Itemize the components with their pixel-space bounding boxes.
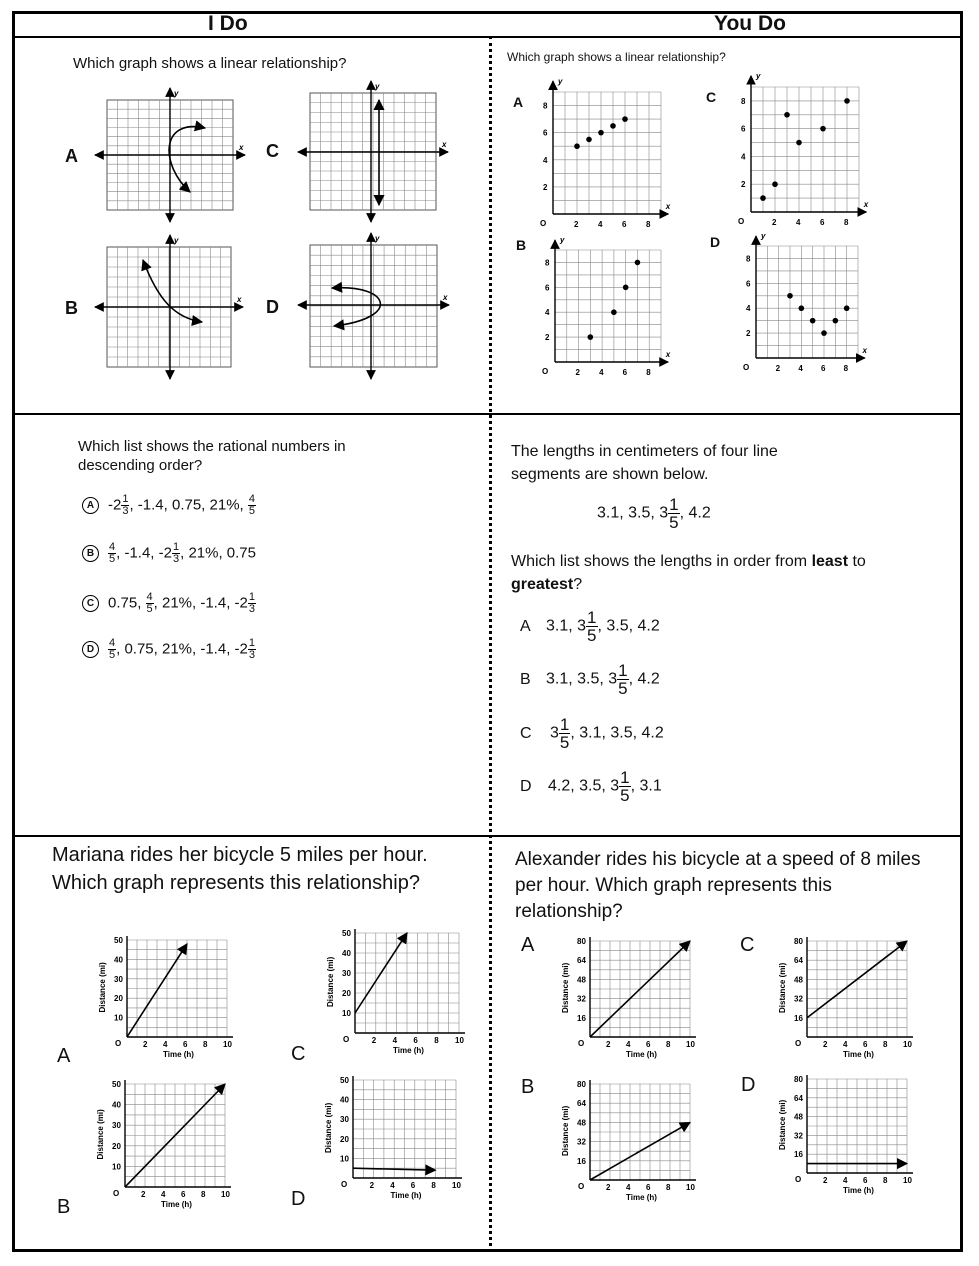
r1l-option-b[interactable]: B bbox=[65, 298, 78, 318]
y-axis-title: Distance (mi) bbox=[326, 956, 335, 1007]
x-tick-label: 4 bbox=[796, 218, 801, 227]
r2-right-intro: The lengths in centimeters of four line segments are shown below. bbox=[511, 443, 778, 483]
num: 1 bbox=[618, 661, 628, 680]
y-axis-label: y bbox=[174, 236, 179, 245]
x-tick-label: 2 bbox=[371, 1036, 377, 1045]
opt-post: , 3.1 bbox=[630, 777, 662, 795]
x-tick-label: 2 bbox=[575, 368, 581, 377]
y-tick-label: 6 bbox=[741, 124, 746, 134]
x-axis-title: Time (h) bbox=[626, 1050, 657, 1059]
x-tick-label: 8 bbox=[201, 1190, 206, 1199]
x-tick-label: 4 bbox=[392, 1036, 398, 1045]
x-tick-label: 6 bbox=[410, 1181, 416, 1190]
x-tick-label: 4 bbox=[626, 1040, 631, 1049]
r1r-option-b[interactable]: B bbox=[516, 237, 527, 253]
x-tick-label: 4 bbox=[598, 220, 603, 229]
x-tick-label: 4 bbox=[161, 1190, 166, 1199]
origin-label: O bbox=[738, 217, 745, 226]
y-tick-label: 50 bbox=[342, 929, 351, 938]
y-tick-label: 8 bbox=[545, 258, 550, 268]
x-tick-label: 10 bbox=[903, 1176, 912, 1185]
x-tick-label: 6 bbox=[622, 220, 627, 229]
opt-post: , 4.2 bbox=[628, 670, 660, 688]
x-axis-title: Time (h) bbox=[163, 1050, 194, 1059]
y-tick-label: 16 bbox=[577, 1013, 586, 1023]
option-circle: D bbox=[82, 641, 99, 658]
option-circle: B bbox=[82, 545, 99, 562]
r3r-option-c[interactable]: C bbox=[740, 934, 755, 956]
header-i-do: I Do bbox=[208, 12, 248, 35]
y-axis-label: y bbox=[375, 234, 380, 243]
num: 4 bbox=[109, 637, 116, 649]
y-axis-label: y bbox=[174, 89, 179, 98]
num: 1 bbox=[122, 493, 129, 505]
x-tick-label: 6 bbox=[183, 1040, 188, 1049]
y-tick-label: 64 bbox=[577, 956, 586, 966]
q-least: least bbox=[811, 553, 849, 570]
y-tick-label: 2 bbox=[543, 182, 548, 192]
y-tick-label: 20 bbox=[340, 1134, 349, 1144]
x-tick-label: 8 bbox=[431, 1181, 436, 1190]
num: 1 bbox=[559, 715, 570, 734]
x-tick-label: 4 bbox=[798, 364, 803, 373]
r1l-option-c[interactable]: C bbox=[266, 141, 279, 161]
y-tick-label: 10 bbox=[114, 1013, 123, 1023]
a-rest: , -1.4, 0.75, 21%, bbox=[129, 496, 248, 514]
num: 4 bbox=[248, 493, 255, 505]
y-tick-label: 2 bbox=[741, 180, 746, 190]
x-tick-label: 8 bbox=[883, 1040, 888, 1049]
y-tick-label: 2 bbox=[746, 329, 751, 339]
den: 5 bbox=[620, 786, 630, 805]
y-tick-label: 20 bbox=[114, 994, 123, 1004]
r3r-option-a[interactable]: A bbox=[521, 934, 535, 956]
y-tick-label: 40 bbox=[342, 949, 351, 958]
y-tick-label: 4 bbox=[741, 152, 746, 162]
y-axis-label: y bbox=[375, 82, 380, 91]
y-tick-label: 50 bbox=[112, 1080, 121, 1089]
x-tick-label: 4 bbox=[599, 368, 604, 377]
x-tick-label: 2 bbox=[606, 1040, 611, 1049]
x-tick-label: 2 bbox=[369, 1181, 375, 1190]
opt-post: , 3.5, 4.2 bbox=[597, 617, 660, 635]
r1r-option-c[interactable]: C bbox=[706, 89, 717, 105]
y-tick-label: 16 bbox=[794, 1013, 803, 1023]
den: 5 bbox=[109, 649, 116, 661]
graph-alexander-c bbox=[778, 937, 913, 1059]
b-mid: , -1.4, -2 bbox=[116, 544, 172, 562]
den: 3 bbox=[248, 649, 255, 661]
x-tick-label: 4 bbox=[390, 1181, 395, 1190]
x-tick-label: 2 bbox=[772, 218, 777, 227]
r2-left-question: Which list shows the rational numbers in descending order? bbox=[78, 438, 346, 474]
x-tick-label: 8 bbox=[203, 1040, 208, 1049]
graph-mariana-b bbox=[96, 1080, 231, 1209]
option-letter: D bbox=[520, 777, 532, 795]
option-circle: A bbox=[82, 497, 99, 514]
num: 1 bbox=[620, 768, 630, 787]
x-tick-label: 6 bbox=[863, 1176, 868, 1185]
r1l-option-d[interactable]: D bbox=[266, 297, 279, 317]
y-tick-label: 48 bbox=[794, 975, 803, 985]
a-int: -2 bbox=[108, 496, 122, 514]
x-tick-label: 2 bbox=[823, 1040, 828, 1049]
y-tick-label: 32 bbox=[794, 994, 803, 1004]
x-tick-label: 10 bbox=[686, 1183, 695, 1192]
y-tick-label: 4 bbox=[545, 308, 550, 318]
y-axis-label: y bbox=[558, 76, 563, 86]
den: 3 bbox=[122, 505, 129, 517]
den: 3 bbox=[248, 603, 255, 615]
origin-label: O bbox=[795, 1175, 802, 1184]
x-tick-label: 6 bbox=[646, 1040, 651, 1049]
q-greatest: greatest bbox=[511, 576, 574, 593]
r1-right-question: Which graph shows a linear relationship? bbox=[507, 50, 726, 64]
origin-label: O bbox=[795, 1039, 802, 1048]
num: 1 bbox=[248, 637, 255, 649]
origin-label: O bbox=[578, 1039, 585, 1048]
x-axis-label: x bbox=[665, 202, 671, 211]
opt-pre: 3.1, 3 bbox=[546, 617, 587, 635]
d-rest: , 0.75, 21%, -1.4, -2 bbox=[116, 640, 248, 658]
x-tick-label: 10 bbox=[452, 1181, 461, 1190]
y-tick-label: 64 bbox=[794, 1093, 803, 1103]
opt-pre: 4.2, 3.5, 3 bbox=[548, 777, 620, 795]
den: 3 bbox=[172, 553, 180, 565]
den: 5 bbox=[669, 513, 679, 532]
y-tick-label: 80 bbox=[794, 1075, 803, 1084]
q-mark: ? bbox=[573, 576, 583, 593]
r1l-option-a[interactable]: A bbox=[65, 146, 78, 166]
y-tick-label: 64 bbox=[577, 1099, 586, 1109]
x-tick-label: 10 bbox=[223, 1040, 232, 1049]
r1r-option-a[interactable]: A bbox=[513, 94, 524, 110]
x-tick-label: 8 bbox=[434, 1036, 439, 1045]
b-rest: , 21%, 0.75 bbox=[180, 544, 256, 562]
x-tick-label: 6 bbox=[413, 1036, 418, 1045]
graph-alexander-a bbox=[561, 937, 696, 1059]
x-axis-title: Time (h) bbox=[161, 1200, 192, 1209]
header-you-do: You Do bbox=[714, 12, 786, 35]
x-tick-label: 8 bbox=[844, 218, 849, 227]
graph-mariana-c bbox=[326, 929, 465, 1055]
x-tick-label: 10 bbox=[903, 1040, 912, 1049]
graph-mariana-d bbox=[324, 1076, 462, 1200]
y-tick-label: 40 bbox=[112, 1100, 121, 1110]
y-tick-label: 4 bbox=[543, 155, 548, 165]
r3l-option-b[interactable]: B bbox=[57, 1196, 71, 1218]
graph-mariana-a bbox=[98, 936, 233, 1059]
y-axis-title: Distance (mi) bbox=[96, 1109, 105, 1160]
y-tick-label: 50 bbox=[340, 1076, 349, 1085]
r3l-option-a[interactable]: A bbox=[57, 1045, 71, 1067]
x-tick-label: 10 bbox=[455, 1036, 464, 1045]
y-tick-label: 80 bbox=[794, 937, 803, 946]
y-tick-label: 40 bbox=[114, 955, 123, 965]
x-tick-label: 8 bbox=[666, 1040, 671, 1049]
option-letter: C bbox=[520, 724, 532, 742]
x-tick-label: 6 bbox=[646, 1183, 651, 1192]
y-tick-label: 2 bbox=[545, 333, 550, 343]
num: 1 bbox=[248, 591, 255, 603]
y-axis-label: y bbox=[761, 231, 766, 241]
y-tick-label: 32 bbox=[577, 994, 586, 1004]
den: 5 bbox=[559, 733, 570, 752]
den: 5 bbox=[248, 505, 255, 517]
x-tick-label: 8 bbox=[843, 364, 849, 373]
r3-right-question: Alexander rides his bicycle at a speed of 8 miles per hour. Which graph represents this relationship? bbox=[515, 849, 921, 922]
x-tick-label: 2 bbox=[606, 1183, 611, 1192]
x-tick-label: 8 bbox=[646, 368, 651, 377]
r3r-option-b[interactable]: B bbox=[521, 1076, 535, 1098]
y-tick-label: 48 bbox=[794, 1112, 803, 1122]
y-axis-title: Distance (mi) bbox=[324, 1102, 333, 1153]
x-tick-label: 2 bbox=[143, 1040, 148, 1049]
origin-label: O bbox=[542, 367, 549, 376]
opt-post: , 3.1, 3.5, 4.2 bbox=[570, 724, 664, 742]
r1-left-question: Which graph shows a linear relationship? bbox=[73, 55, 347, 72]
c-mid: , 21%, -1.4, -2 bbox=[153, 594, 248, 612]
y-axis-label: y bbox=[560, 235, 565, 245]
x-axis-title: Time (h) bbox=[843, 1186, 874, 1195]
x-tick-label: 4 bbox=[843, 1040, 848, 1049]
y-tick-label: 48 bbox=[577, 975, 586, 985]
y-tick-label: 32 bbox=[577, 1137, 586, 1147]
y-tick-label: 30 bbox=[114, 974, 123, 984]
y-tick-label: 64 bbox=[794, 956, 803, 966]
x-tick-label: 10 bbox=[686, 1040, 695, 1049]
y-tick-label: 30 bbox=[340, 1115, 349, 1125]
y-tick-label: 10 bbox=[112, 1162, 121, 1172]
y-tick-label: 8 bbox=[741, 96, 746, 106]
y-tick-label: 20 bbox=[112, 1141, 121, 1151]
values-pre: 3.1, 3.5, 3 bbox=[597, 504, 669, 522]
graph-alexander-d bbox=[778, 1075, 913, 1195]
r1r-option-d[interactable]: D bbox=[710, 234, 721, 250]
opt-pre: 3.1, 3.5, 3 bbox=[546, 670, 618, 688]
y-tick-label: 4 bbox=[746, 304, 751, 314]
x-tick-label: 8 bbox=[666, 1183, 671, 1192]
x-axis-label: x bbox=[862, 346, 867, 355]
y-axis-title: Distance (mi) bbox=[778, 962, 787, 1013]
origin-label: O bbox=[115, 1039, 122, 1048]
y-tick-label: 30 bbox=[112, 1121, 121, 1131]
x-axis-title: Time (h) bbox=[843, 1050, 874, 1059]
x-tick-label: 2 bbox=[775, 364, 781, 373]
x-tick-label: 8 bbox=[883, 1176, 888, 1185]
x-axis-label: x bbox=[665, 350, 671, 359]
x-tick-label: 2 bbox=[141, 1190, 146, 1199]
y-tick-label: 16 bbox=[577, 1156, 586, 1166]
x-tick-label: 6 bbox=[622, 368, 628, 377]
y-tick-label: 32 bbox=[794, 1131, 803, 1141]
x-tick-label: 4 bbox=[843, 1176, 848, 1185]
origin-label: O bbox=[743, 363, 750, 372]
y-tick-label: 48 bbox=[577, 1118, 586, 1128]
origin-label: O bbox=[540, 219, 547, 228]
q-pre: Which list shows the lengths in order from bbox=[511, 553, 812, 570]
den: 5 bbox=[146, 603, 153, 615]
y-axis-title: Distance (mi) bbox=[561, 1105, 570, 1156]
num: 1 bbox=[587, 608, 597, 627]
q-to: to bbox=[848, 553, 866, 570]
origin-label: O bbox=[578, 1182, 585, 1191]
y-tick-label: 40 bbox=[340, 1095, 349, 1105]
x-tick-label: 8 bbox=[646, 220, 651, 229]
y-axis-label: y bbox=[756, 71, 761, 81]
x-tick-label: 6 bbox=[821, 364, 826, 373]
num: 1 bbox=[172, 541, 180, 553]
y-tick-label: 6 bbox=[543, 128, 548, 138]
y-axis-title: Distance (mi) bbox=[778, 1099, 787, 1150]
c-pre: 0.75, bbox=[108, 594, 146, 612]
den: 5 bbox=[587, 626, 597, 645]
y-tick-label: 16 bbox=[794, 1150, 803, 1160]
y-tick-label: 8 bbox=[543, 101, 548, 111]
opt-pre: 3 bbox=[550, 724, 559, 742]
num: 4 bbox=[109, 541, 116, 553]
origin-label: O bbox=[343, 1035, 350, 1044]
x-axis-label: x bbox=[442, 140, 447, 149]
r3-left-question: Mariana rides her bicycle 5 miles per hour. Which graph represents this relationship? bbox=[52, 844, 428, 894]
graph-alexander-b bbox=[561, 1080, 696, 1202]
origin-label: O bbox=[113, 1189, 120, 1198]
r3r-option-d[interactable]: D bbox=[741, 1074, 756, 1096]
y-tick-label: 20 bbox=[342, 989, 351, 998]
x-tick-label: 6 bbox=[181, 1190, 186, 1199]
x-axis-title: Time (h) bbox=[393, 1046, 424, 1055]
num: 1 bbox=[669, 495, 679, 514]
x-tick-label: 10 bbox=[221, 1190, 230, 1199]
x-tick-label: 4 bbox=[626, 1183, 631, 1192]
origin-label: O bbox=[341, 1180, 348, 1189]
x-axis-label: x bbox=[237, 295, 242, 304]
r3l-option-d[interactable]: D bbox=[291, 1188, 306, 1210]
option-circle: C bbox=[82, 595, 99, 612]
y-axis-title: Distance (mi) bbox=[98, 962, 107, 1013]
x-axis-title: Time (h) bbox=[626, 1193, 657, 1202]
y-tick-label: 10 bbox=[342, 1009, 351, 1018]
option-letter: A bbox=[520, 617, 531, 635]
x-tick-label: 2 bbox=[823, 1176, 828, 1185]
x-tick-label: 6 bbox=[820, 218, 825, 227]
y-tick-label: 80 bbox=[577, 1080, 586, 1089]
x-tick-label: 4 bbox=[163, 1040, 168, 1049]
y-axis-title: Distance (mi) bbox=[561, 962, 570, 1013]
x-axis-label: x bbox=[863, 200, 869, 209]
y-tick-label: 6 bbox=[746, 279, 751, 289]
y-tick-label: 30 bbox=[342, 969, 351, 978]
x-axis-label: x bbox=[443, 293, 448, 302]
num: 4 bbox=[146, 591, 153, 603]
y-tick-label: 8 bbox=[746, 254, 751, 264]
x-axis-label: x bbox=[239, 143, 244, 152]
den: 5 bbox=[618, 679, 628, 698]
option-letter: B bbox=[520, 670, 531, 688]
y-tick-label: 50 bbox=[114, 936, 123, 945]
x-tick-label: 6 bbox=[863, 1040, 868, 1049]
r3l-option-c[interactable]: C bbox=[291, 1043, 306, 1065]
den: 5 bbox=[109, 553, 116, 565]
y-tick-label: 10 bbox=[340, 1154, 349, 1164]
values-post: , 4.2 bbox=[679, 504, 711, 522]
y-tick-label: 6 bbox=[545, 283, 550, 293]
x-tick-label: 2 bbox=[574, 220, 579, 229]
y-tick-label: 80 bbox=[577, 937, 586, 946]
x-axis-title: Time (h) bbox=[390, 1191, 422, 1200]
